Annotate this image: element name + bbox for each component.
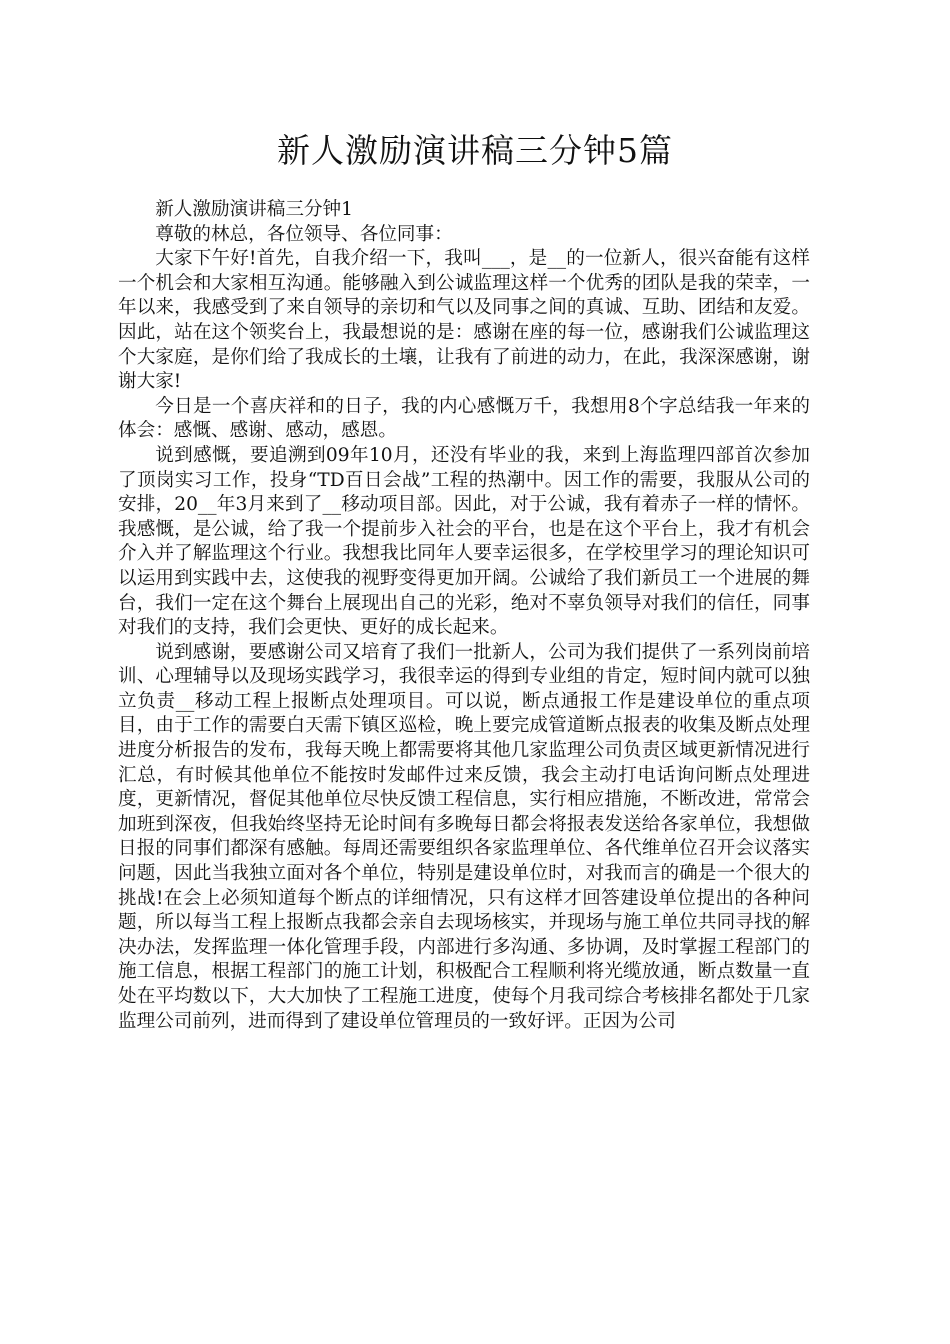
body-paragraph: 说到感慨，要追溯到09年10月，还没有毕业的我，来到上海监理四部首次参加了顶岗实习工作，投身“TD百日会战”工程的热潮中。因工作的需要，我服从公司的安排，20__年3月来到了__移动项目部。因此，对于公诚，我有着赤子一样的情怀。我感慨，是公诚，给了我一个提前步入社会的平台，也是在这个平台上，我才有机会介入并了解监理这个行业。我想我比同年人要幸运很多，在学校里学习的理论知识可以运用到实践中去，这使我的视野变得更加开阔。公诚给了我们新员工一个进展的舞台，我们一定在这个舞台上展现出自己的光彩，绝对不辜负领导对我们的信任，同事对我们的支持，我们会更快、更好的成长起来。 [118,444,810,639]
salutation: 尊敬的林总，各位领导、各位同事： [155,223,453,245]
body-paragraph: 说到感谢，要感谢公司又培育了我们一批新人，公司为我们提供了一系列岗前培训、心理辅导以及现场实践学习，我很幸运的得到专业组的肯定，短时间内就可以独立负责__移动工程上报断点处理项目。可以说，断点通报工作是建设单位的重点项目，由于工作的需要白天需下镇区巡检，晚上要完成管道断点报表的收集及断点处理进度分析报告的发布，我每天晚上都需要将其他几家监理公司负责区域更新情况进行汇总，有时候其他单位不能按时发邮件过来反馈，我会主动打电话询问断点处理进度，更新情况，督促其他单位尽快反馈工程信息，实行相应措施，不断改进，常常会加班到深夜，但我始终坚持无论时间有多晚每日都会将报表发送给各家单位，我想做日报的同事们都深有感触。每周还需要组织各家监理单位、各代维单位召开会议落实问题，因此当我独立面对各个单位，特别是建设单位时，对我而言的确是一个很大的挑战!在会上必须知道每个断点的详细情况，只有这样才回答建设单位提出的各种问题，所以每当工程上报断点我都会亲自去现场核实，并现场与施工单位共同寻找的解决办法，发挥监理一体化管理手段，内部进行多沟通、多协调，及时掌握工程部门的施工信息，根据工程部门的施工计划，积极配合工程顺利将光缆放通，断点数量一直处在平均数以下，大大加快了工程施工进度，使每个月我司综合考核排名都处于几家监理公司前列，进而得到了建设单位管理员的一致好评。正因为公司 [118,641,810,1032]
document-body [118,198,810,1034]
body-paragraph: 大家下午好!首先，自我介绍一下，我叫___，是__的一位新人，很兴奋能有这样一个机会和大家相互沟通。能够融入到公诚监理这样一个优秀的团队是我的荣幸，一年以来，我感受到了来自领导的亲切和气以及同事之间的真诚、互助、团结和友爱。因此，站在这个领奖台上，我最想说的是：感谢在座的每一位，感谢我们公诚监理这个大家庭，是你们给了我成长的土壤，让我有了前进的动力，在此，我深深感谢，谢谢大家! [118,248,810,393]
body-paragraph: 今日是一个喜庆祥和的日子，我的内心感慨万千，我想用8个字总结我一年来的体会：感慨、感谢、感动，感恩。 [118,395,810,442]
section-heading: 新人激励演讲稿三分钟1 [155,199,353,220]
document-title: 新人激励演讲稿三分钟5篇 [277,131,673,170]
